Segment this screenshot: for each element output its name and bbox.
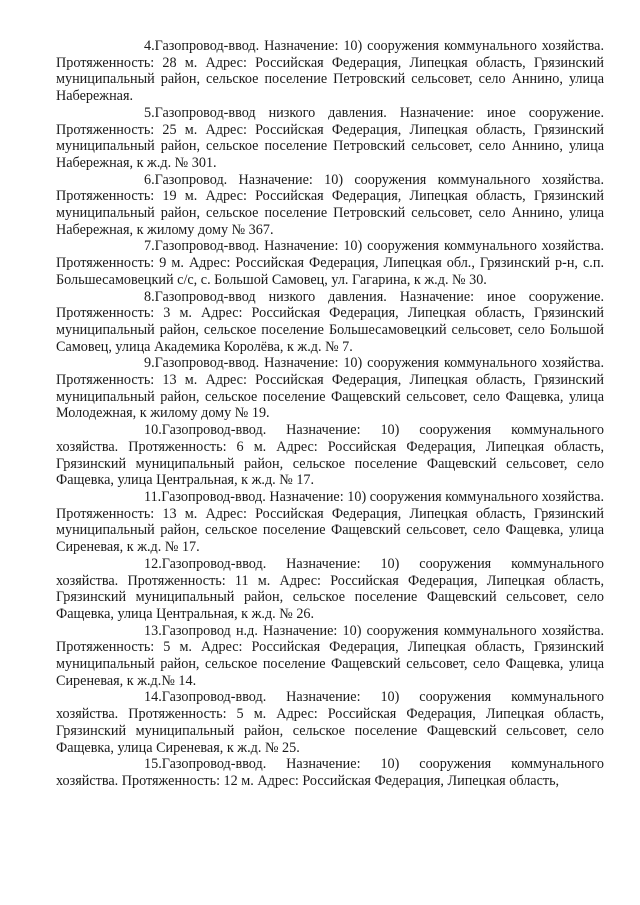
list-item-15 bbox=[56, 756, 604, 789]
item-text: Газопровод-ввод низкого давления. Назначение: иное сооружение. Протяженность: 25 м. Адрес: Российская Федерация, Липецкая область, Грязинский муниципальный район, сельское поселение Петровский сельсовет, село Аннино, улица Набережная, к ж.д. № 301. bbox=[56, 104, 604, 171]
item-number: 7. bbox=[144, 238, 155, 255]
list-item-4 bbox=[56, 38, 604, 105]
list-item-5 bbox=[56, 105, 604, 172]
list-item-13 bbox=[56, 623, 604, 690]
item-text: Газопровод-ввод. Назначение: 10) сооружения коммунального хозяйства. Протяженность: 28 м. Адрес: Российская Федерация, Липецкая область, Грязинский муниципальный район, сельское поселение Петровский сельсовет, село Аннино, улица Набережная. bbox=[56, 38, 604, 105]
item-number: 12. bbox=[144, 555, 162, 572]
item-text: Газопровод. Назначение: 10) сооружения коммунального хозяйства. Протяженность: 19 м. Адрес: Российская Федерация, Липецкая область, Грязинский муниципальный район, сельское поселение Петровский сельсовет, село Аннино, улица Набережная, к жилому дому № 367. bbox=[56, 171, 604, 238]
item-number: 10. bbox=[144, 422, 162, 439]
list-item-9 bbox=[56, 355, 604, 422]
item-text: Газопровод-ввод. Назначение: 10) сооружения коммунального хозяйства. Протяженность: 13 м. Адрес: Российская Федерация, Липецкая область, Грязинский муниципальный район, сельское поселение Фащевский сельсовет, село Фащевка, улица Сиреневая, к ж.д. № 17. bbox=[56, 488, 604, 556]
list-item-14 bbox=[56, 689, 604, 756]
item-number: 15. bbox=[144, 756, 162, 773]
item-number: 14. bbox=[144, 689, 162, 706]
item-text: Газопровод-ввод. Назначение: 10) сооружения коммунального хозяйства. Протяженность: 9 м. Адрес: Российская Федерация, Липецкая обл., Грязинский р-н, с.п. Большесамовецкий с/с, с. Большой Самовец, ул. Гагарина, к ж.д. № 30. bbox=[56, 238, 604, 288]
list-item-11 bbox=[56, 489, 604, 556]
item-number: 6. bbox=[144, 171, 155, 188]
item-text: Газопровод-ввод. Назначение: 10) сооружения коммунального хозяйства. Протяженность: 5 м. Адрес: Российская Федерация, Липецкая область, Грязинский муниципальный район, сельское поселение Фащевский сельсовет, село Фащевка, улица Сиреневая, к ж.д. № 25. bbox=[56, 689, 604, 756]
item-text: Газопровод-ввод. Назначение: 10) сооружения коммунального хозяйства. Протяженность: 6 м. Адрес: Российская Федерация, Липецкая область, Грязинский муниципальный район, сельское поселение Фащевский сельсовет, село Фащевка, улица Центральная, к ж.д. № 17. bbox=[56, 422, 604, 489]
item-number: 5. bbox=[144, 104, 155, 121]
item-number: 11. bbox=[144, 488, 162, 505]
list-item-8 bbox=[56, 289, 604, 356]
list-item-6 bbox=[56, 172, 604, 239]
item-text: Газопровод н.д. Назначение: 10) сооружения коммунального хозяйства. Протяженность: 5 м. Адрес: Российская Федерация, Липецкая область, Грязинский муниципальный район, сельское поселение Фащевский сельсовет, село Фащевка, улица Сиреневая, к ж.д.№ 14. bbox=[56, 622, 604, 689]
item-text: Газопровод-ввод низкого давления. Назначение: иное сооружение. Протяженность: 3 м. Адрес: Российская Федерация, Липецкая область, Грязинский муниципальный район, сельское поселение Большесамовецкий сельсовет, село Большой Самовец, улица Академика Королёва, к ж.д. № 7. bbox=[56, 288, 604, 355]
list-item-10 bbox=[56, 422, 604, 489]
item-text: Газопровод-ввод. Назначение: 10) сооружения коммунального хозяйства. Протяженность: 13 м. Адрес: Российская Федерация, Липецкая область, Грязинский муниципальный район, сельское поселение Фащевский сельсовет, село Фащевка, улица Молодежная, к жилому дому № 19. bbox=[56, 355, 604, 422]
item-number: 13. bbox=[144, 622, 162, 639]
document-page bbox=[56, 38, 604, 790]
item-text: Газопровод-ввод. Назначение: 10) сооружения коммунального хозяйства. Протяженность: 12 м. Адрес: Российская Федерация, Липецкая область, bbox=[56, 756, 604, 789]
item-text: Газопровод-ввод. Назначение: 10) сооружения коммунального хозяйства. Протяженность: 11 м. Адрес: Российская Федерация, Липецкая область, Грязинский муниципальный район, сельское поселение Фащевский сельсовет, село Фащевка, улица Центральная, к ж.д. № 26. bbox=[56, 555, 604, 622]
list-item-12 bbox=[56, 556, 604, 623]
item-number: 8. bbox=[144, 288, 155, 305]
list-item-7 bbox=[56, 238, 604, 288]
item-number: 4. bbox=[144, 38, 155, 54]
item-number: 9. bbox=[144, 355, 155, 372]
